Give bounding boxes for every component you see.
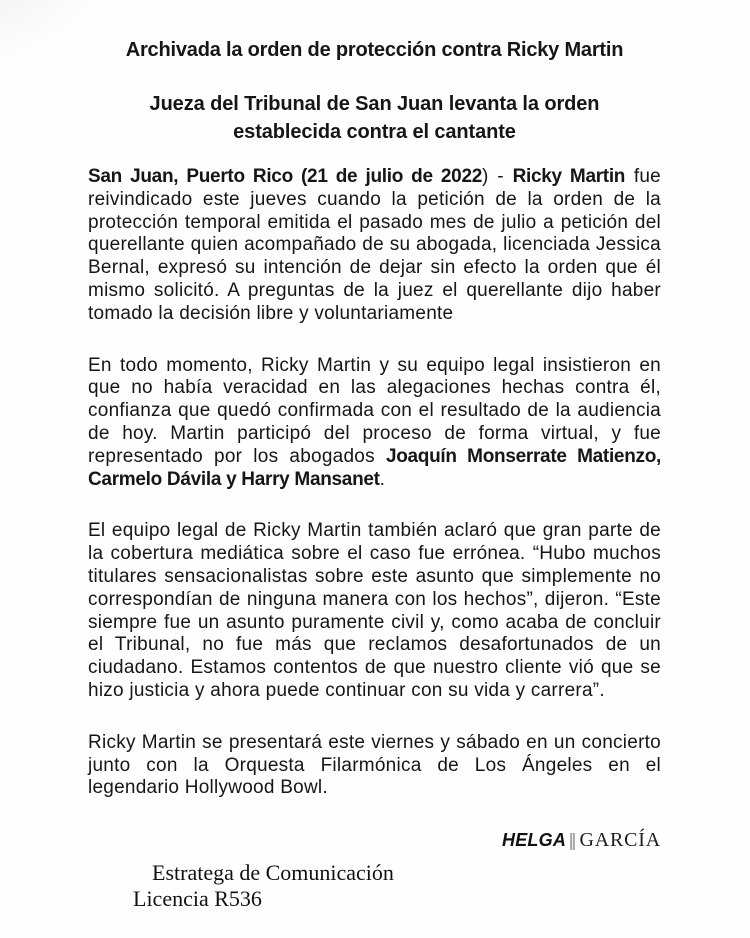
paragraph-dateline (88, 166, 661, 326)
text-segment: Ricky Martin se presentará este viernes y sábado en un concierto junto con la Orquesta Filarmónica de Los Ángeles en el legendario Hollywood Bowl. (88, 731, 661, 799)
helga-garcia-logo (88, 829, 661, 852)
text-segment-lawyers: Joaquín Monserrate Matienzo, Carmelo Dávila y Harry Mansanet (88, 445, 661, 490)
logo-helga-text: HELGA (502, 830, 567, 851)
paragraph-concert (88, 732, 661, 800)
logo-separator-icon: ‖ (568, 831, 577, 852)
signature-role: Estratega de Comunicación (152, 860, 394, 886)
logo-garcia-text: GARCÍA (579, 829, 661, 852)
text-segment-dateline: San Juan, Puerto Rico (21 de julio de 2022 (88, 166, 482, 187)
article-subtitle: Jueza del Tribunal de San Juan levanta la orden establecida contra el cantante (149, 93, 600, 143)
text-segment: El equipo legal de Ricky Martin también aclaró que gran parte de la cobertura mediática sobre el caso fue errónea. “Hubo muchos titulares sensacionalistas sobre este asunto que simplemente no correspondían de ninguna manera con los hechos”, dijeron. “Este siempre fue un asunto puramente civil y, como acaba de concluir el Tribunal, no fue más que reclamos desafortunados de un ciudadano. Estamos contentos de que nuestro cliente vió que se hizo justicia y ahora puede continuar con su vida y carrera”. (88, 520, 661, 701)
text-segment: fue reivindicado este jueves cuando la petición de la orden de la protección temporal emitida el pasado mes de julio a petición del querellante quien acompañado de su abogada, licenciada Jessica Bernal, expresó su intención de dejar sin efecto la orden que él mismo solicitó. A preguntas de la juez el querellante dijo haber tomado la decisión libre y voluntariamente (88, 166, 661, 324)
text-segment: ) - (481, 166, 513, 187)
paragraph-legal-team (88, 355, 661, 492)
text-segment-ricky-martin: Ricky Martin (512, 166, 626, 187)
article-body (88, 166, 661, 800)
signature-license: Licencia R536 (133, 886, 262, 912)
article-title: Archivada la orden de protección contra Ricky Martin (125, 39, 624, 61)
text-segment: . (379, 468, 386, 490)
signature-block (88, 860, 661, 912)
paragraph-media-coverage (88, 520, 661, 702)
text-segment: En todo momento, Ricky Martin y su equipo legal insistieron en que no había veracidad en las alegaciones hechas contra él, confianza que quedó confirmada con el resultado de la audiencia de hoy. Martin participó del proceso de forma virtual, y fue representado por los abogados (88, 354, 661, 467)
